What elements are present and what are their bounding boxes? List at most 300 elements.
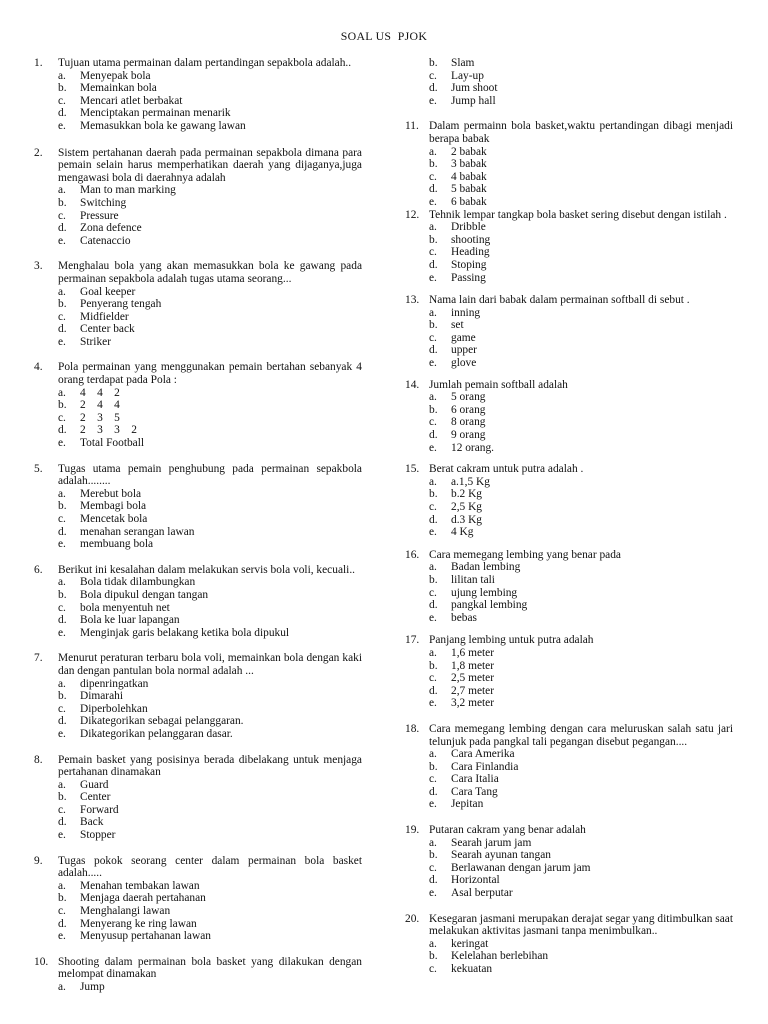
question-block (34, 57, 362, 133)
answer-option (405, 748, 733, 761)
question-text: Pemain basket yang posisinya berada dibelakang untuk menjaga pertahanan dinamakan (58, 753, 362, 779)
question-block (405, 824, 733, 900)
option-text: 2 4 4 (80, 399, 120, 412)
option-letter: b. (58, 791, 67, 804)
answer-option (405, 344, 733, 357)
question-row (34, 57, 362, 70)
answer-option (405, 526, 733, 539)
option-letter: b. (58, 298, 67, 311)
question-text: Tugas utama pemain penghubung pada permainan sepakbola adalah........ (58, 462, 362, 488)
question-block (34, 564, 362, 640)
option-text: 2 3 3 2 (80, 424, 137, 437)
option-letter: b. (58, 588, 67, 601)
question-number: 20. (405, 912, 420, 925)
option-letter: c. (58, 702, 66, 715)
option-letter: a. (429, 937, 437, 950)
option-letter: c. (58, 803, 66, 816)
option-text: Stoping (451, 258, 487, 271)
option-letter: d. (429, 344, 438, 357)
answer-option (34, 892, 362, 905)
answer-option (405, 196, 733, 209)
option-text: keringat (451, 937, 489, 950)
option-text: game (451, 331, 476, 344)
question-number: 9. (34, 854, 43, 867)
option-text: Cara Italia (451, 773, 499, 786)
option-letter: e. (429, 271, 437, 284)
answer-option (405, 837, 733, 850)
option-letter: d. (58, 323, 67, 336)
answer-option (405, 685, 733, 698)
question-text: Jumlah pemain softball adalah (429, 378, 568, 391)
question-row (405, 634, 733, 647)
option-letter: d. (429, 429, 438, 442)
option-text: Switching (80, 196, 127, 209)
answer-option (405, 82, 733, 95)
answer-option (405, 660, 733, 673)
question-text: Dalam permainn bola basket,waktu pertandingan dibagi menjadi berapa babak (429, 120, 733, 145)
option-text: 12 orang. (451, 441, 495, 454)
answer-option (34, 690, 362, 703)
option-text: Center back (80, 323, 135, 336)
option-text: Dikategorikan pelanggaran dasar. (80, 727, 233, 740)
question-row (405, 209, 733, 222)
answer-option (34, 791, 362, 804)
option-letter: a. (429, 646, 437, 659)
answer-option (34, 197, 362, 210)
question-block (34, 855, 362, 943)
option-letter: a. (58, 184, 66, 197)
option-text: 4 4 2 (80, 386, 120, 399)
option-letter: d. (58, 107, 67, 120)
answer-option (405, 404, 733, 417)
answer-option (34, 703, 362, 716)
option-text: Memasukkan bola ke gawang lawan (80, 119, 246, 132)
option-text: Bola tidak dilambungkan (80, 576, 196, 589)
question-block (405, 549, 733, 625)
option-letter: b. (58, 500, 67, 513)
answer-option (34, 614, 362, 627)
answer-option (405, 672, 733, 685)
option-text: 4 babak (451, 170, 487, 183)
option-letter: b. (429, 57, 438, 69)
option-text: b.2 Kg (451, 488, 483, 501)
option-text: d.3 Kg (451, 513, 483, 526)
answer-option (34, 538, 362, 551)
question-row (405, 824, 733, 837)
question-number: 10. (34, 955, 49, 968)
question-number: 18. (405, 722, 420, 735)
answer-option (34, 323, 362, 336)
option-text: Zona defence (80, 222, 142, 235)
option-text: Catenaccio (80, 234, 131, 247)
question-number: 6. (34, 563, 43, 576)
option-text: Total Football (80, 437, 145, 450)
question-number: 12. (405, 208, 420, 221)
option-letter: e. (58, 437, 66, 450)
option-letter: b. (429, 573, 438, 586)
option-letter: a. (58, 69, 66, 82)
option-text: Searah jarum jam (451, 836, 532, 849)
question-row (34, 147, 362, 185)
answer-option (34, 880, 362, 893)
option-letter: d. (58, 715, 67, 728)
answer-option (405, 442, 733, 455)
question-row (34, 754, 362, 779)
option-letter: d. (429, 785, 438, 798)
answer-option (405, 786, 733, 799)
question-block (34, 361, 362, 449)
answer-option (34, 526, 362, 539)
answer-option (405, 697, 733, 710)
option-letter: c. (429, 331, 437, 344)
option-text: Cara Tang (451, 785, 498, 798)
option-text: Cara Finlandia (451, 760, 519, 773)
answer-option (405, 874, 733, 887)
option-text: Mencari atlet berbakat (80, 94, 183, 107)
option-letter: b. (429, 403, 438, 416)
question-number: 5. (34, 462, 43, 475)
option-letter: e. (58, 930, 66, 943)
answer-option (34, 311, 362, 324)
option-text: inning (451, 306, 481, 319)
option-letter: b. (58, 399, 67, 412)
answer-option (405, 887, 733, 900)
answer-option (34, 412, 362, 425)
option-letter: e. (429, 611, 437, 624)
answer-option (405, 307, 733, 320)
option-letter: d. (58, 816, 67, 829)
option-letter: b. (429, 158, 438, 171)
option-text: Heading (451, 246, 490, 259)
option-text: 5 babak (451, 183, 487, 196)
option-text: Kelelahan berlebihan (451, 950, 549, 963)
answer-option (34, 437, 362, 450)
question-row (405, 549, 733, 562)
option-letter: a. (58, 576, 66, 589)
option-text: 2,7 meter (451, 684, 495, 697)
answer-option (405, 416, 733, 429)
option-text: Memainkan bola (80, 82, 157, 95)
answer-option (405, 272, 733, 285)
question-text: Shooting dalam permainan bola basket yang dilakukan dengan melompat dinamakan (58, 955, 362, 981)
option-letter: e. (58, 335, 66, 348)
question-number: 13. (405, 294, 420, 307)
option-text: Man to man marking (80, 184, 176, 197)
question-row (34, 260, 362, 285)
option-letter: c. (429, 170, 437, 183)
answer-option (405, 171, 733, 184)
answer-option (34, 905, 362, 918)
question-number: 2. (34, 146, 43, 159)
answer-option (34, 235, 362, 248)
answer-option (34, 107, 362, 120)
answer-option (405, 476, 733, 489)
option-text: menahan serangan lawan (80, 525, 195, 538)
question-number: 17. (405, 634, 420, 647)
answer-option (405, 183, 733, 196)
option-text: Cara Amerika (451, 748, 515, 761)
option-text: Searah ayunan tangan (451, 849, 551, 862)
question-row (405, 294, 733, 307)
question-text: Menurut peraturan terbaru bola voli, memainkan bola dengan kaki dan dengan pantulan bola normal adalah ... (58, 652, 362, 677)
question-column-left (34, 57, 362, 994)
option-text: 6 babak (451, 195, 487, 208)
option-text: Menghalangi lawan (80, 905, 171, 918)
option-letter: d. (429, 599, 438, 612)
answer-option (405, 429, 733, 442)
answer-option (34, 82, 362, 95)
answer-option (34, 918, 362, 931)
option-letter: c. (429, 69, 437, 82)
question-number: 3. (34, 260, 43, 273)
option-letter: b. (58, 82, 67, 95)
answer-option (34, 286, 362, 299)
option-letter: c. (58, 411, 66, 424)
answer-option (405, 234, 733, 247)
option-letter: d. (58, 525, 67, 538)
question-number: 19. (405, 824, 420, 837)
answer-option (405, 332, 733, 345)
option-text: 6 orang (451, 403, 486, 416)
option-letter: d. (429, 258, 438, 271)
answer-option (405, 963, 733, 976)
option-text: Bola ke luar lapangan (80, 614, 180, 627)
option-letter: e. (429, 357, 437, 370)
option-letter: b. (58, 196, 67, 209)
option-letter: a. (429, 748, 437, 761)
answer-option (34, 120, 362, 133)
question-block (405, 379, 733, 455)
option-text: Jum shoot (451, 82, 498, 95)
answer-option (34, 602, 362, 615)
answer-option (405, 599, 733, 612)
option-letter: d. (429, 82, 438, 95)
option-text: Menciptakan permainan menarik (80, 107, 231, 120)
option-text: Menyusup pertahanan lawan (80, 930, 211, 943)
option-text: Dimarahi (80, 690, 124, 703)
option-text: Badan lembing (451, 561, 521, 574)
answer-option (34, 500, 362, 513)
question-block (34, 754, 362, 842)
question-block (405, 913, 733, 976)
question-row (34, 652, 362, 677)
answer-option (34, 70, 362, 83)
option-text: pangkal lembing (451, 599, 528, 612)
question-block (34, 956, 362, 994)
option-letter: e. (429, 195, 437, 208)
option-text: ujung lembing (451, 586, 518, 599)
option-text: Center (80, 791, 111, 804)
answer-option (405, 501, 733, 514)
answer-option (34, 678, 362, 691)
option-text: bola menyentuh net (80, 601, 170, 614)
option-text: glove (451, 357, 477, 370)
question-text: Kesegaran jasmani merupakan derajat segar yang ditimbulkan saat melakukan aktivitas jasmani tanpa menimbulkan.. (429, 912, 733, 938)
answer-option (34, 424, 362, 437)
option-text: Forward (80, 803, 119, 816)
answer-option (34, 779, 362, 792)
question-number: 4. (34, 361, 43, 374)
question-text: Pola permainan yang menggunakan pemain bertahan sebanyak 4 orang terdapat pada Pola : (58, 361, 362, 387)
question-text: Nama lain dari babak dalam permainan softball di sebut . (429, 294, 690, 307)
option-letter: a. (58, 677, 66, 690)
question-row (34, 956, 362, 981)
option-letter: c. (58, 513, 66, 525)
option-letter: c. (429, 773, 437, 786)
option-text: set (451, 319, 464, 332)
question-block (405, 634, 733, 710)
option-letter: c. (58, 601, 66, 614)
page-title: SOAL US PJOK (340, 29, 428, 43)
option-letter: c. (429, 963, 437, 975)
option-text: Membagi bola (80, 500, 147, 513)
question-text: Berat cakram untuk putra adalah . (429, 463, 584, 476)
option-text: 8 orang (451, 416, 486, 429)
option-letter: c. (429, 246, 437, 259)
option-text: Striker (80, 335, 112, 348)
option-letter: d. (58, 222, 67, 235)
answer-option (405, 57, 733, 70)
option-letter: e. (58, 119, 66, 132)
option-text: Diperbolehkan (80, 702, 148, 715)
question-row (405, 723, 733, 748)
option-text: Berlawanan dengan jarum jam (451, 861, 591, 874)
answer-option (34, 387, 362, 400)
answer-option (405, 773, 733, 786)
question-text: Sistem pertahanan daerah pada permainan sepakbola dimana para pemain selain harus memperhatikan daerah yang dijaganya,juga mengawasi bola di daerahnya adalah (58, 146, 362, 184)
option-text: a.1,5 Kg (451, 475, 490, 488)
question-block (405, 294, 733, 370)
answer-option (405, 95, 733, 108)
answer-option (405, 938, 733, 951)
option-letter: a. (58, 386, 66, 399)
question-text: Tugas pokok seorang center dalam permainan bola basket adalah..... (58, 854, 362, 880)
answer-option (405, 158, 733, 171)
option-letter: a. (429, 145, 437, 158)
question-block (34, 260, 362, 348)
option-letter: e. (58, 626, 66, 639)
answer-option (405, 221, 733, 234)
option-letter: b. (429, 488, 438, 501)
option-letter: c. (58, 310, 66, 323)
option-letter: c. (429, 861, 437, 874)
option-letter: c. (429, 586, 437, 599)
option-text: 4 Kg (451, 526, 474, 539)
option-text: bebas (451, 611, 477, 624)
option-text: 3,2 meter (451, 697, 495, 710)
question-number: 11. (405, 120, 419, 133)
option-text: Menyepak bola (80, 69, 151, 82)
option-text: Menjaga daerah pertahanan (80, 892, 206, 905)
option-letter: c. (429, 501, 437, 513)
question-row (405, 913, 733, 938)
option-text: membuang bola (80, 538, 154, 551)
option-letter: d. (429, 874, 438, 887)
answer-option (405, 950, 733, 963)
question-block (34, 147, 362, 248)
answer-option (34, 210, 362, 223)
answer-option (405, 647, 733, 660)
question-block (405, 57, 733, 107)
option-letter: d. (58, 614, 67, 627)
option-text: Guard (80, 778, 109, 791)
option-letter: a. (429, 391, 437, 404)
option-letter: a. (429, 836, 437, 849)
option-letter: c. (58, 209, 66, 222)
answer-option (405, 319, 733, 332)
option-letter: e. (429, 697, 437, 710)
option-text: shooting (451, 233, 491, 246)
question-text: Cara memegang lembing dengan cara meluruskan salah satu jari telunjuk pada pangkal tali pegangan disebut pegangan.... (429, 722, 733, 748)
option-text: Merebut bola (80, 487, 142, 500)
answer-option (405, 862, 733, 875)
option-letter: b. (58, 892, 67, 905)
question-text: Menghalau bola yang akan memasukkan bola ke gawang pada permainan sepakbola adalah tugas utama seorang... (58, 260, 362, 285)
option-letter: b. (429, 760, 438, 773)
option-text: upper (451, 344, 477, 357)
option-letter: a. (429, 221, 437, 234)
option-text: dipenringatkan (80, 677, 149, 690)
option-text: lilitan tali (451, 573, 495, 586)
answer-option (405, 612, 733, 625)
option-letter: b. (429, 233, 438, 246)
option-text: 1,8 meter (451, 659, 495, 672)
option-text: Dikategorikan sebagai pelanggaran. (80, 715, 244, 728)
answer-option (405, 587, 733, 600)
option-text: Asal berputar (451, 887, 513, 900)
option-letter: a. (58, 981, 66, 993)
option-letter: d. (429, 183, 438, 196)
option-text: kekuatan (451, 963, 493, 975)
option-text: Menginjak garis belakang ketika bola dipukul (80, 626, 290, 639)
answer-option (405, 357, 733, 370)
answer-option (34, 930, 362, 943)
option-letter: a. (58, 879, 66, 892)
answer-option (34, 95, 362, 108)
answer-option (34, 804, 362, 817)
question-text: Berikut ini kesalahan dalam melakukan servis bola voli, kecuali.. (58, 563, 356, 576)
option-text: Lay-up (451, 69, 484, 82)
question-text: Panjang lembing untuk putra adalah (429, 634, 594, 647)
option-letter: d. (429, 513, 438, 526)
question-number: 15. (405, 463, 420, 476)
answer-option (34, 589, 362, 602)
option-letter: a. (58, 487, 66, 500)
option-letter: b. (58, 690, 67, 703)
option-text: Bola dipukul dengan tangan (80, 588, 209, 601)
option-letter: a. (58, 285, 66, 298)
option-text: Menahan tembakan lawan (80, 879, 200, 892)
question-block (34, 463, 362, 551)
option-text: 2,5 Kg (451, 501, 483, 513)
question-text: Putaran cakram yang benar adalah (429, 824, 586, 837)
question-number: 14. (405, 378, 420, 391)
option-text: Jepitan (451, 798, 484, 811)
answer-option (405, 798, 733, 811)
option-text: Slam (451, 57, 475, 69)
option-letter: c. (58, 905, 66, 918)
option-letter: e. (58, 829, 66, 842)
option-letter: d. (58, 917, 67, 930)
option-letter: e. (58, 727, 66, 740)
question-row (405, 463, 733, 476)
option-letter: e. (429, 798, 437, 811)
option-letter: a. (58, 778, 66, 791)
option-letter: b. (429, 659, 438, 672)
option-letter: e. (58, 234, 66, 247)
option-letter: e. (58, 538, 66, 551)
answer-option (34, 829, 362, 842)
